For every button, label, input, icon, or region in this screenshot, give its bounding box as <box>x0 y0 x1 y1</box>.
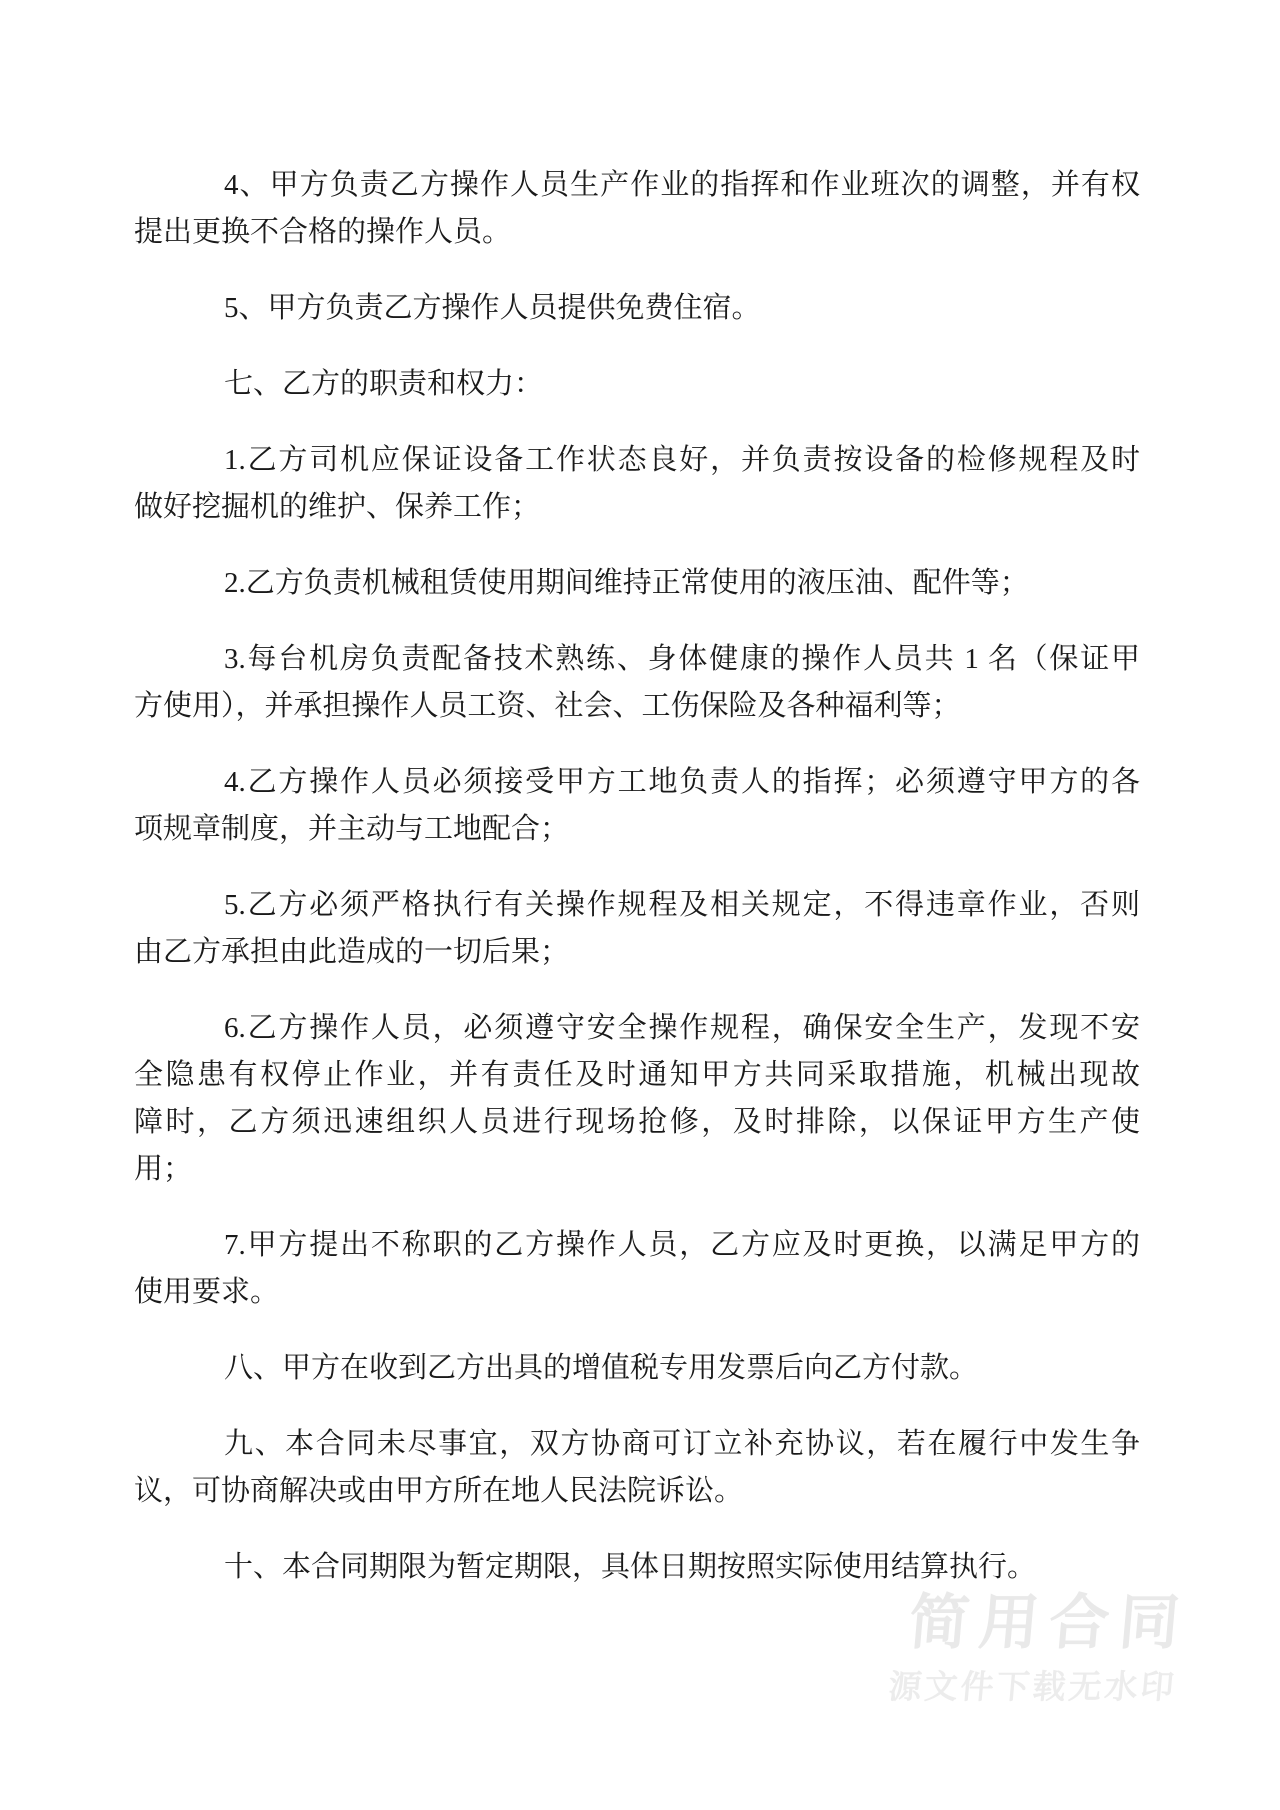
watermark-subtitle: 源文件下载无水印 <box>887 1668 1179 1705</box>
paragraph-line: 八、甲方在收到乙方出具的增值税专用发票后向乙方付款。 <box>224 1352 979 1384</box>
paragraph-line: 十、本合同期限为暂定期限，具体日期按照实际使用结算执行。 <box>224 1551 1037 1583</box>
paragraph-line: 提出更换不合格的操作人员。 <box>134 216 512 248</box>
paragraph-line: 项规章制度，并主动与工地配合； <box>134 813 570 845</box>
paragraph <box>134 1222 1140 1316</box>
contract-body <box>134 162 1140 1620</box>
paragraph <box>134 560 1140 607</box>
paragraph <box>134 285 1140 332</box>
paragraph-line: 使用要求。 <box>134 1276 280 1308</box>
paragraph <box>134 361 1140 408</box>
watermark-title: 简用合同 <box>906 1589 1193 1656</box>
paragraph-line: 七、乙方的职责和权力： <box>224 368 544 400</box>
paragraph-line: 3.每台机房负责配备技术熟练、身体健康的操作人员共 1 名（保证甲 <box>224 643 1140 675</box>
paragraph-line: 方使用），并承担操作人员工资、社会、工伤保险及各种福利等； <box>134 690 961 722</box>
paragraph-line: 5、甲方负责乙方操作人员提供免费住宿。 <box>224 292 761 324</box>
paragraph-line: 5.乙方必须严格执行有关操作规程及相关规定，不得违章作业，否则 <box>224 889 1140 921</box>
paragraph <box>134 636 1140 730</box>
paragraph-line: 障时，乙方须迅速组织人员进行现场抢修，及时排除，以保证甲方生产使 <box>134 1106 1140 1138</box>
paragraph-line: 7.甲方提出不称职的乙方操作人员，乙方应及时更换，以满足甲方的 <box>224 1229 1140 1261</box>
paragraph-line: 由乙方承担由此造成的一切后果； <box>134 936 570 968</box>
paragraph <box>134 1544 1140 1591</box>
paragraph-line: 4.乙方操作人员必须接受甲方工地负责人的指挥；必须遵守甲方的各 <box>224 766 1140 798</box>
paragraph-line: 4、甲方负责乙方操作人员生产作业的指挥和作业班次的调整，并有权 <box>224 169 1140 201</box>
paragraph <box>134 1345 1140 1392</box>
paragraph <box>134 882 1140 976</box>
paragraph <box>134 1421 1140 1515</box>
paragraph <box>134 1005 1140 1193</box>
paragraph-line: 全隐患有权停止作业，并有责任及时通知甲方共同采取措施，机械出现故 <box>134 1059 1140 1091</box>
paragraph-line: 议，可协商解决或由甲方所在地人民法院诉讼。 <box>134 1475 744 1507</box>
paragraph-line: 做好挖掘机的维护、保养工作； <box>134 491 541 523</box>
paragraph <box>134 162 1140 256</box>
watermark <box>887 1589 1193 1705</box>
paragraph-line: 用； <box>134 1153 193 1185</box>
paragraph <box>134 437 1140 531</box>
paragraph-line: 九、本合同未尽事宜，双方协商可订立补充协议，若在履行中发生争 <box>224 1428 1140 1460</box>
paragraph <box>134 759 1140 853</box>
paragraph-line: 2.乙方负责机械租赁使用期间维持正常使用的液压油、配件等； <box>224 567 1029 599</box>
paragraph-line: 6.乙方操作人员，必须遵守安全操作规程，确保安全生产，发现不安 <box>224 1012 1140 1044</box>
paragraph-line: 1.乙方司机应保证设备工作状态良好，并负责按设备的检修规程及时 <box>224 444 1140 476</box>
